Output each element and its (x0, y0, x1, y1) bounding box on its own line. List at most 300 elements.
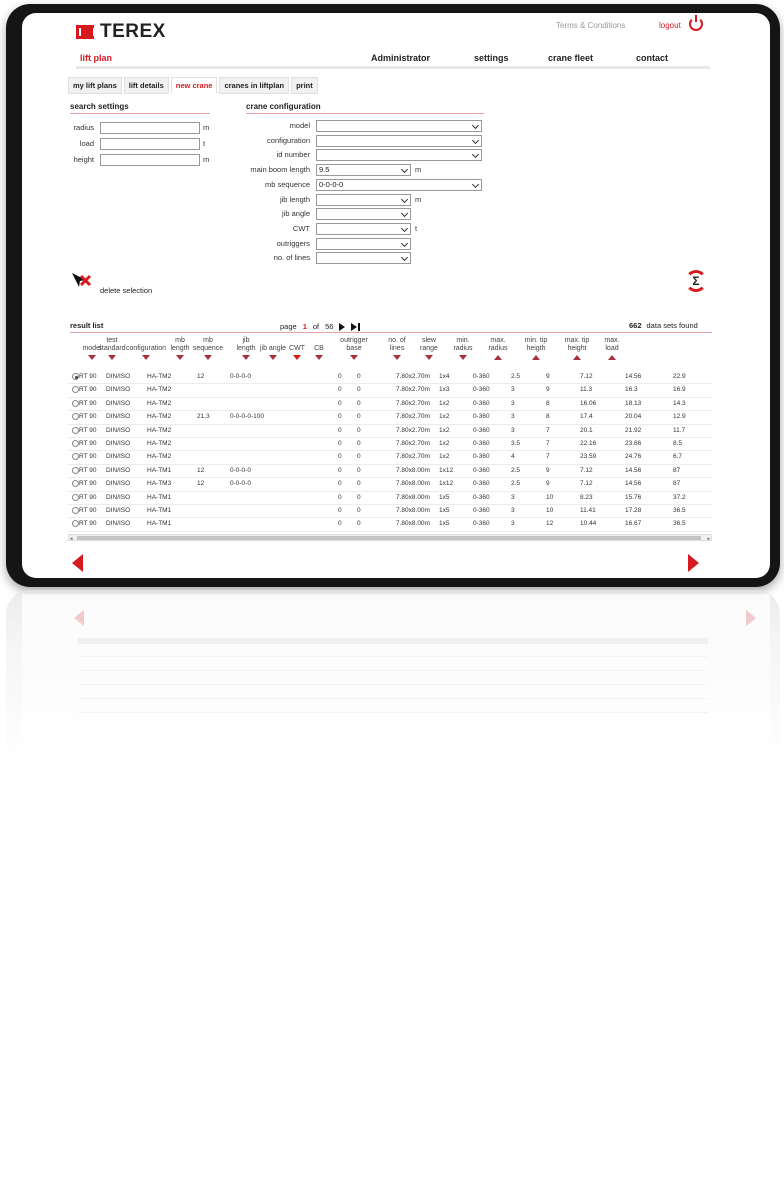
table-cell: 1x12 (439, 466, 454, 474)
tab-lift-details[interactable]: lift details (124, 77, 169, 94)
table-cell: HA-TM1 (147, 506, 172, 514)
calculate-sigma-icon[interactable]: Σ (685, 270, 707, 292)
reflection-scrollbar (78, 638, 708, 644)
chevron-down-icon (401, 225, 408, 232)
crane-configuration-title: crane configuration (246, 102, 321, 111)
reflection-screen (22, 594, 770, 760)
table-cell: 20.1 (580, 426, 593, 434)
table-cell: 7.80x2.70m (396, 386, 430, 394)
table-cell: RT 90 (79, 439, 97, 447)
sort-descending-icon[interactable] (315, 355, 323, 360)
table-cell: 0 (338, 506, 342, 514)
table-cell: HA-TM2 (147, 399, 172, 407)
crane-configuration-divider (246, 113, 484, 114)
table-cell: 0 (338, 520, 342, 528)
crane-jib-length-select[interactable] (316, 194, 411, 206)
table-cell: 3 (511, 386, 515, 394)
table-cell: 0 (357, 399, 361, 407)
column-header-min-tip-heigth[interactable] (519, 337, 553, 353)
row-select-radio[interactable] (72, 386, 79, 393)
crane-no-of-lines-label: no. of lines (273, 253, 310, 263)
table-cell: 12 (197, 480, 205, 488)
row-select-radio[interactable] (72, 494, 79, 501)
table-cell: 11.7 (673, 426, 686, 434)
pagination (280, 322, 360, 331)
table-cell: DIN/ISO (106, 480, 131, 488)
previous-step-arrow-icon[interactable] (72, 554, 83, 572)
column-header-line1: mb (203, 337, 213, 344)
table-cell: 3 (511, 413, 515, 421)
table-cell: 0 (357, 439, 361, 447)
reflection-next-arrow-icon (746, 610, 756, 626)
table-row[interactable] (68, 384, 712, 397)
table-cell: 3.5 (511, 439, 521, 447)
chevron-down-icon (472, 181, 479, 188)
last-page-bar-icon (358, 323, 360, 331)
reflection-prev-arrow-icon (74, 610, 84, 626)
table-cell: 10 (546, 493, 554, 501)
column-header-cwt[interactable] (288, 345, 306, 353)
delete-selection-icon[interactable] (70, 271, 92, 291)
next-page-icon[interactable] (339, 323, 345, 331)
table-cell: 1x5 (439, 520, 450, 528)
table-cell: 0 (338, 466, 342, 474)
tab-bar (68, 77, 318, 94)
column-header-configuration[interactable] (125, 345, 167, 353)
crane-mb-sequence-value: 0-0-0-0 (319, 179, 344, 189)
table-cell: 0 (357, 373, 361, 380)
column-header-line2: radius (488, 345, 508, 352)
row-select-radio[interactable] (72, 373, 79, 380)
column-header-slew-range[interactable] (414, 337, 444, 353)
sort-descending-icon[interactable] (459, 355, 467, 360)
results-count-value: 662 (629, 321, 642, 330)
search-settings-title: search settings (70, 102, 129, 111)
column-header-line2: standard (98, 345, 126, 352)
row-select-radio[interactable] (72, 507, 79, 514)
column-header-jib-length[interactable] (234, 337, 258, 353)
table-cell: 0 (338, 426, 342, 434)
table-row[interactable] (68, 411, 712, 424)
table-cell: 8 (546, 399, 550, 407)
total-pages: 56 (325, 322, 334, 331)
sort-descending-icon[interactable] (242, 355, 250, 360)
nav-contact[interactable]: contact (636, 53, 669, 63)
table-cell: 14.56 (625, 466, 642, 474)
reflection-row-line (78, 670, 708, 671)
search-settings-divider (70, 113, 210, 114)
table-row[interactable] (68, 505, 712, 518)
table-cell: RT 90 (79, 373, 97, 380)
table-row[interactable] (68, 465, 712, 478)
app-screen (22, 13, 770, 578)
column-header-line1: CB (314, 345, 324, 352)
table-cell: HA-TM3 (147, 480, 172, 488)
table-cell: 2.5 (511, 480, 521, 488)
table-cell: 1x2 (439, 453, 450, 461)
sort-ascending-icon[interactable] (494, 355, 502, 360)
crane-jib-angle-label: jib angle (282, 209, 310, 219)
table-cell: 1x12 (439, 480, 454, 488)
nav-settings[interactable]: settings (474, 53, 509, 63)
table-cell: 9 (546, 373, 550, 380)
column-header-line2: range (420, 345, 438, 352)
table-cell: 6.7 (673, 453, 683, 461)
crane-main-boom-length-label: main boom length (250, 165, 310, 175)
table-row[interactable] (68, 425, 712, 438)
table-row[interactable] (68, 398, 712, 411)
crane-cwt-select[interactable] (316, 223, 411, 235)
nav-administrator[interactable]: Administrator (371, 53, 431, 63)
sort-descending-icon[interactable] (425, 355, 433, 360)
table-cell: DIN/ISO (106, 439, 131, 447)
table-cell: 18.13 (625, 399, 642, 407)
table-cell: 0 (338, 480, 342, 488)
sort-descending-icon[interactable] (108, 355, 116, 360)
table-cell: 7.80x2.70m (396, 439, 430, 447)
table-cell: 0 (357, 506, 361, 514)
sort-descending-icon[interactable] (142, 355, 150, 360)
crane-mb-sequence-label: mb sequence (264, 179, 310, 189)
column-header-max-load[interactable] (599, 337, 625, 353)
tablet-frame (6, 4, 780, 587)
search-load-input[interactable] (100, 138, 200, 150)
next-step-arrow-icon[interactable] (688, 554, 699, 572)
column-header-test-standard[interactable] (98, 337, 126, 353)
tab-print[interactable]: print (291, 77, 318, 94)
column-header-line1: slew (421, 337, 436, 344)
column-header-line1: max. (490, 337, 506, 344)
table-cell: 3 (511, 426, 515, 434)
column-header-line2: sequence (192, 345, 224, 352)
tab-my-lift-plans[interactable]: my lift plans (68, 77, 122, 94)
table-cell: 0-0-0-0 (230, 373, 251, 380)
crane-mb-sequence-select[interactable] (316, 179, 482, 191)
column-header-line1: jib (242, 337, 250, 344)
table-cell: 0-360 (473, 413, 490, 421)
column-header-line1: no. of (388, 337, 406, 344)
search-height-unit: m (203, 155, 210, 164)
table-cell: 0-360 (473, 399, 490, 407)
table-cell: HA-TM1 (147, 520, 172, 528)
row-select-radio[interactable] (72, 480, 79, 487)
column-header-cb[interactable] (312, 345, 326, 353)
nav-crane-fleet[interactable]: crane fleet (548, 53, 594, 63)
row-select-radio[interactable] (72, 453, 79, 460)
table-cell: 17.28 (625, 506, 642, 514)
crane-main-boom-length-value: 9.5 (319, 165, 330, 175)
table-row[interactable] (68, 492, 712, 505)
crane-model-label: model (289, 121, 310, 130)
table-cell: 7.12 (580, 480, 593, 488)
crane-jib-length-unit: m (415, 194, 422, 204)
table-cell: 37.2 (673, 493, 686, 501)
crane-model-select[interactable] (316, 120, 482, 132)
table-cell: DIN/ISO (106, 506, 131, 514)
table-cell: 8 (546, 413, 550, 421)
table-cell: 0 (338, 413, 342, 421)
reflection-row-line (78, 712, 708, 713)
table-cell: 0 (338, 439, 342, 447)
reflection-row-line (78, 684, 708, 685)
row-select-radio[interactable] (72, 427, 79, 434)
last-page-icon[interactable] (351, 323, 360, 331)
table-cell: 8.23 (580, 493, 593, 501)
crane-main-boom-length-select[interactable] (316, 164, 411, 176)
search-load-label: load (79, 139, 94, 148)
table-cell: 12 (546, 520, 554, 528)
power-icon[interactable] (689, 17, 703, 31)
search-radius-input[interactable] (100, 122, 200, 134)
horizontal-scrollbar[interactable] (68, 534, 712, 541)
table-cell: 16.9 (673, 386, 686, 394)
table-cell: 2.5 (511, 373, 521, 380)
table-cell: 1x2 (439, 426, 450, 434)
sort-descending-icon[interactable] (269, 355, 277, 360)
column-header-line2: lines (389, 345, 405, 352)
table-cell: 0 (338, 386, 342, 394)
table-cell: DIN/ISO (106, 413, 131, 421)
table-row[interactable] (68, 371, 712, 384)
table-cell: RT 90 (79, 506, 97, 514)
sort-descending-icon[interactable] (393, 355, 401, 360)
table-cell: 0-360 (473, 506, 490, 514)
results-count-label: data sets found (646, 321, 698, 330)
table-cell: 4 (511, 453, 515, 461)
table-cell: 1x2 (439, 413, 450, 421)
table-cell: 3 (511, 520, 515, 528)
table-cell: 23.66 (625, 439, 642, 447)
table-cell: 0 (338, 373, 342, 380)
column-header-line2: heigth (526, 345, 546, 352)
table-cell: 20.04 (625, 413, 642, 421)
search-height-input[interactable] (100, 154, 200, 166)
terms-link[interactable]: Terms & Conditions (556, 21, 626, 30)
table-cell: 24.76 (625, 453, 642, 461)
column-header-jib-angle[interactable] (257, 345, 289, 353)
table-cell: 3 (511, 506, 515, 514)
table-cell: 7 (546, 426, 550, 434)
crane-cwt-unit: t (415, 223, 418, 233)
table-cell: 0 (357, 493, 361, 501)
table-cell: 0-360 (473, 439, 490, 447)
sort-ascending-icon[interactable] (608, 355, 616, 360)
page-label: page (280, 322, 297, 331)
crane-outriggers-select[interactable] (316, 238, 411, 250)
column-header-max-radius[interactable] (483, 337, 513, 353)
table-cell: 0 (357, 520, 361, 528)
table-cell: HA-TM2 (147, 453, 172, 461)
column-header-line1: outrigger (340, 337, 368, 344)
scroll-right-icon[interactable]: ▸ (707, 536, 710, 542)
row-select-radio[interactable] (72, 413, 79, 420)
column-header-line2: radius (453, 345, 473, 352)
table-cell: 0-0-0-0 (230, 466, 251, 474)
table-cell: 7.80x8.00m (396, 520, 430, 528)
column-header-outrigger-base[interactable] (330, 337, 378, 353)
search-load-unit: t (203, 139, 206, 148)
table-cell: 10 (546, 506, 554, 514)
table-cell: RT 90 (79, 453, 97, 461)
table-cell: 10.44 (580, 520, 597, 528)
table-cell: 14.56 (625, 373, 642, 380)
column-header-no-of-lines[interactable] (382, 337, 412, 353)
column-header-line2: length (170, 345, 190, 352)
delete-selection-label[interactable]: delete selection (100, 286, 153, 295)
table-cell: RT 90 (79, 413, 97, 421)
column-header-line1: min. tip (524, 337, 548, 344)
table-cell: 9 (546, 466, 550, 474)
scroll-left-icon[interactable]: ◂ (70, 536, 73, 542)
table-cell: 3 (511, 493, 515, 501)
of-label: of (312, 322, 320, 331)
table-cell: 87 (673, 480, 681, 488)
table-cell: 12 (197, 466, 205, 474)
table-cell: 7.80x2.70m (396, 453, 430, 461)
table-cell: 7 (546, 439, 550, 447)
sort-descending-icon[interactable] (176, 355, 184, 360)
table-cell: RT 90 (79, 480, 97, 488)
table-cell: 0 (357, 426, 361, 434)
table-cell: 7.80x2.70m (396, 413, 430, 421)
sort-descending-icon[interactable] (350, 355, 358, 360)
table-cell: 11.3 (580, 386, 593, 394)
column-header-min-radius[interactable] (448, 337, 478, 353)
crane-outriggers-label: outriggers (276, 238, 310, 248)
table-cell: 0 (357, 386, 361, 394)
table-cell: 7.80x8.00m (396, 506, 430, 514)
table-cell: 12.9 (673, 413, 686, 421)
table-cell: 16.3 (625, 386, 638, 394)
column-header-mb-length[interactable] (168, 337, 192, 353)
table-cell: 0-360 (473, 453, 490, 461)
search-radius-label: radius (73, 123, 94, 132)
table-cell: 0-360 (473, 373, 490, 380)
table-cell: RT 90 (79, 466, 97, 474)
last-page-arrow-icon (351, 323, 357, 331)
table-cell: 7.80x8.00m (396, 480, 430, 488)
table-cell: 0 (357, 413, 361, 421)
column-header-max-tip-height[interactable] (560, 337, 594, 353)
table-cell: RT 90 (79, 426, 97, 434)
page-title: lift plan (80, 53, 112, 63)
table-cell: 1x2 (439, 439, 450, 447)
search-height-label: height (73, 155, 94, 164)
chevron-down-icon (401, 195, 408, 202)
sort-descending-icon[interactable] (204, 355, 212, 360)
table-cell: 0-0-0-0 (230, 480, 251, 488)
table-cell: 0-360 (473, 480, 490, 488)
row-select-radio[interactable] (72, 467, 79, 474)
table-cell: RT 90 (79, 493, 97, 501)
table-cell: 0 (357, 453, 361, 461)
table-cell: 87 (673, 466, 681, 474)
crane-main-boom-length-unit: m (415, 165, 422, 175)
table-cell: 15.76 (625, 493, 642, 501)
table-row[interactable] (68, 518, 712, 531)
brand-name: TEREX (100, 21, 166, 42)
table-cell: DIN/ISO (106, 386, 131, 394)
table-cell: 22.9 (673, 373, 686, 380)
results-table-header (68, 337, 712, 371)
table-cell: DIN/ISO (106, 373, 131, 380)
sort-ascending-icon[interactable] (573, 355, 581, 360)
crane-cwt-label: CWT (292, 223, 310, 233)
crane-id-number-select[interactable] (316, 149, 482, 161)
table-cell: 36.5 (673, 520, 686, 528)
table-row[interactable] (68, 438, 712, 451)
result-list-divider (70, 332, 712, 333)
table-cell: 7.12 (580, 466, 593, 474)
table-cell: 0-360 (473, 520, 490, 528)
table-cell: 7.80x8.00m (396, 493, 430, 501)
tab-cranes-in-liftplan[interactable]: cranes in liftplan (219, 77, 289, 94)
sort-descending-icon[interactable] (293, 355, 301, 360)
table-cell: 22.16 (580, 439, 597, 447)
column-header-line1: configuration (125, 345, 167, 352)
row-select-radio[interactable] (72, 440, 79, 447)
chevron-down-icon (472, 151, 479, 158)
table-cell: 14.56 (625, 480, 642, 488)
crane-configuration-select[interactable] (316, 135, 482, 147)
result-list-title: result list (70, 321, 104, 330)
tab-new-crane[interactable]: new crane (171, 77, 218, 94)
sort-ascending-icon[interactable] (532, 355, 540, 360)
terex-logo[interactable] (76, 21, 166, 43)
logout-link[interactable]: logout (659, 21, 681, 30)
search-radius-unit: m (203, 123, 210, 132)
crane-no-of-lines-select[interactable] (316, 252, 411, 264)
table-cell: RT 90 (79, 399, 97, 407)
row-select-radio[interactable] (72, 400, 79, 407)
table-cell: 7.80x2.70m (396, 426, 430, 434)
row-select-radio[interactable] (72, 520, 79, 527)
table-cell: 36.5 (673, 506, 686, 514)
nav-divider (76, 66, 710, 69)
table-cell: 3 (511, 399, 515, 407)
column-header-mb-sequence[interactable] (191, 337, 225, 353)
table-cell: RT 90 (79, 386, 97, 394)
table-row[interactable] (68, 451, 712, 464)
column-header-line1: mb (175, 337, 185, 344)
table-cell: HA-TM2 (147, 373, 172, 380)
column-header-line1: max. (604, 337, 620, 344)
column-header-line2: length (236, 345, 256, 352)
table-cell: 7 (546, 453, 550, 461)
table-cell: 0 (338, 453, 342, 461)
table-cell: 1x4 (439, 373, 450, 380)
current-page: 1 (302, 322, 307, 331)
table-cell: 8.5 (673, 439, 683, 447)
table-cell: 14.3 (673, 399, 686, 407)
table-cell: 16.06 (580, 399, 597, 407)
crane-configuration-label: configuration (267, 135, 310, 145)
table-cell: HA-TM1 (147, 466, 172, 474)
table-cell: RT 90 (79, 520, 97, 528)
table-row[interactable] (68, 478, 712, 491)
sort-descending-icon[interactable] (88, 355, 96, 360)
table-cell: 7.80x8.00m (396, 466, 430, 474)
table-cell: 2.5 (511, 466, 521, 474)
table-cell: 12 (197, 373, 205, 380)
chevron-down-icon (401, 240, 408, 247)
column-header-line1: max. tip (564, 337, 590, 344)
crane-jib-angle-select[interactable] (316, 208, 411, 220)
table-cell: HA-TM2 (147, 439, 172, 447)
table-cell: 1x5 (439, 493, 450, 501)
results-table (68, 371, 712, 532)
scrollbar-thumb[interactable] (77, 536, 701, 540)
